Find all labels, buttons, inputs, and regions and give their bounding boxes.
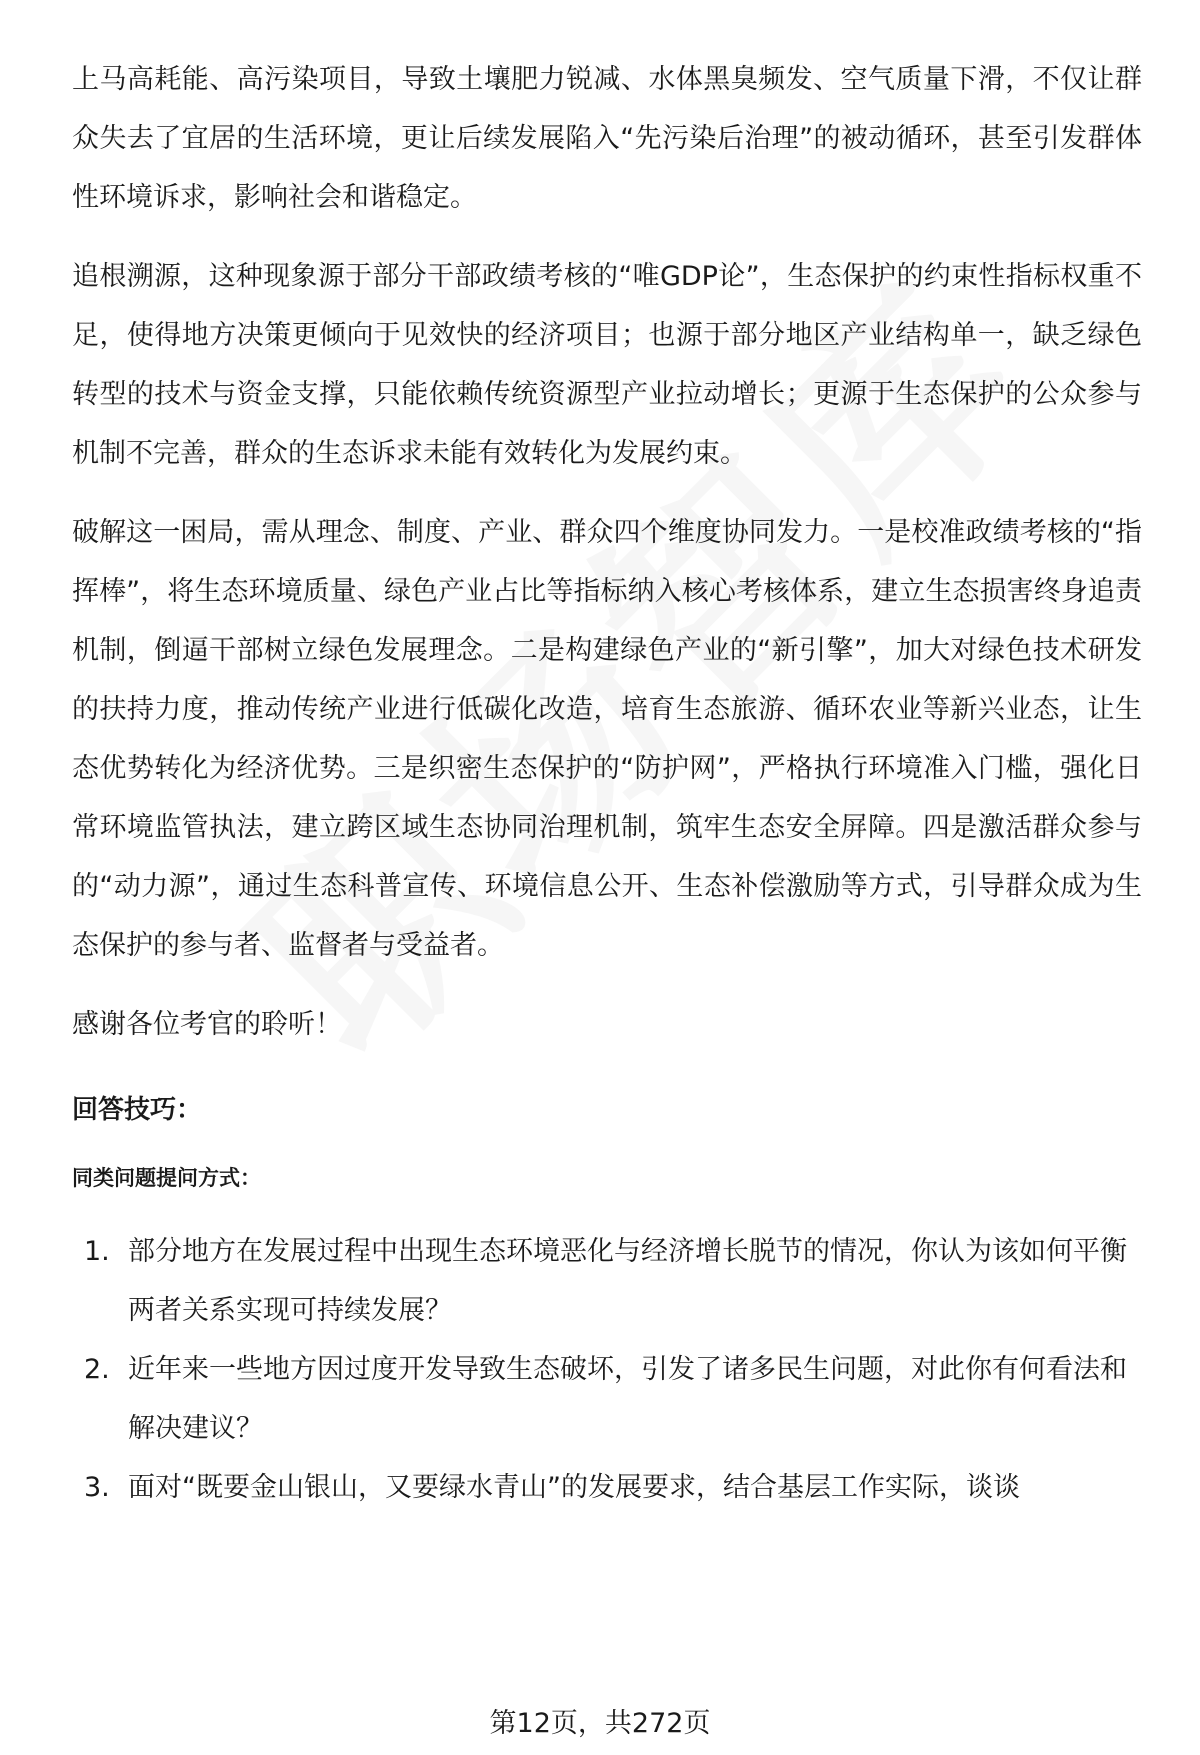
list-item-text: 近年来一些地方因过度开发导致生态破坏，引发了诸多民生问题，对此你有何看法和解决建议？ bbox=[128, 1354, 1127, 1444]
paragraph-1: 上马高耗能、高污染项目，导致土壤肥力锐减、水体黑臭频发、空气质量下滑，不仅让群众失去了宜居的生活环境，更让后续发展陷入“先污染后治理”的被动循环，甚至引发群体性环境诉求，影响社会和谐稳定。 bbox=[72, 64, 1142, 213]
list-item-text: 部分地方在发展过程中出现生态环境恶化与经济增长脱节的情况，你认为该如何平衡两者关系实现可持续发展？ bbox=[128, 1236, 1127, 1326]
list-item-text: 面对“既要金山银山，又要绿水青山”的发展要求，结合基层工作实际，谈谈 bbox=[128, 1472, 1020, 1503]
paragraph-closing: 感谢各位考官的聆听！ bbox=[72, 1009, 342, 1040]
list-item-number: 3. bbox=[84, 1472, 110, 1503]
list-item bbox=[72, 1458, 1142, 1517]
list-item-number: 1. bbox=[84, 1236, 110, 1267]
paragraph-2: 追根溯源，这种现象源于部分干部政绩考核的“唯GDP论”，生态保护的约束性指标权重不足，使得地方决策更倾向于见效快的经济项目；也源于部分地区产业结构单一，缺乏绿色转型的技术与资金支撑，只能依赖传统资源型产业拉动增长；更源于生态保护的公众参与机制不完善，群众的生态诉求未能有效转化为发展约束。 bbox=[72, 261, 1142, 469]
list-item bbox=[72, 1222, 1142, 1340]
document-body bbox=[72, 50, 1142, 1517]
paragraph-3: 破解这一困局，需从理念、制度、产业、群众四个维度协同发力。一是校准政绩考核的“指挥棒”，将生态环境质量、绿色产业占比等指标纳入核心考核体系，建立生态损害终身追责机制，倒逼干部树立绿色发展理念。二是构建绿色产业的“新引擎”，加大对绿色技术研发的扶持力度，推动传统产业进行低碳化改造，培育生态旅游、循环农业等新兴业态，让生态优势转化为经济优势。三是织密生态保护的“防护网”，严格执行环境准入门槛，强化日常环境监管执法，建立跨区域生态协同治理机制，筑牢生态安全屏障。四是激活群众参与的“动力源”，通过生态科普宣传、环境信息公开、生态补偿激励等方式，引导群众成为生态保护的参与者、监督者与受益者。 bbox=[72, 517, 1142, 961]
tips-heading: 回答技巧： bbox=[72, 1095, 203, 1125]
list-item bbox=[72, 1340, 1142, 1458]
similar-questions-heading: 同类问题提问方式： bbox=[72, 1166, 261, 1190]
question-list bbox=[72, 1222, 1142, 1517]
list-item-number: 2. bbox=[84, 1354, 110, 1385]
page-number: 第12页，共272页 bbox=[0, 1704, 1200, 1744]
